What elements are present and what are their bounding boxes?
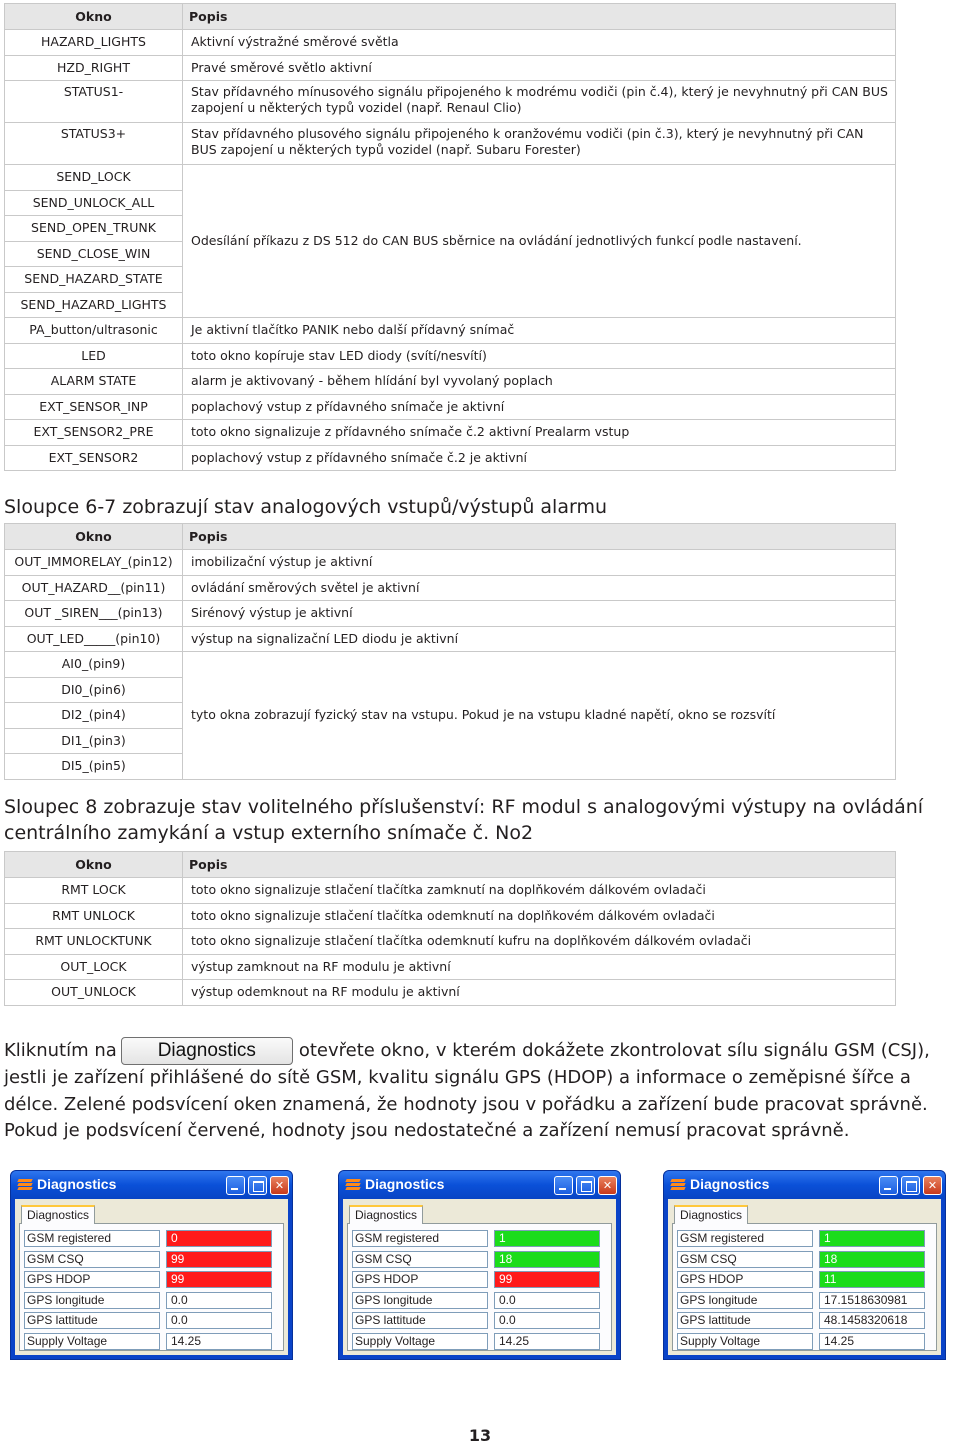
window-name: LED: [5, 343, 183, 369]
window-name: RMT LOCK: [5, 878, 183, 904]
diagnostic-label: Supply Voltage: [677, 1333, 813, 1350]
diagnostic-label: GSM CSQ: [677, 1251, 813, 1268]
diagnostics-window: [663, 1170, 946, 1360]
close-icon[interactable]: ✕: [923, 1176, 942, 1195]
diagnostic-row: [352, 1271, 602, 1288]
diagnostic-row: [677, 1292, 927, 1309]
page-number: 13: [468, 1426, 492, 1444]
window-description: poplachový vstup z přídavného snímače je aktivní: [183, 394, 896, 420]
maximize-icon[interactable]: [248, 1176, 267, 1195]
tab-diagnostics[interactable]: Diagnostics: [349, 1205, 423, 1224]
app-logo-icon: [18, 1179, 32, 1191]
window-title: Diagnostics: [690, 1176, 770, 1192]
diagnostic-row: [24, 1292, 274, 1309]
maximize-icon[interactable]: [901, 1176, 920, 1195]
diagnostics-window: [10, 1170, 293, 1360]
window-description: výstup zamknout na RF modulu je aktivní: [183, 954, 896, 980]
diagnostic-row: [24, 1251, 274, 1268]
column-header-okno: Okno: [5, 4, 183, 30]
table-row: [5, 601, 896, 627]
window-name: SEND_CLOSE_WIN: [5, 241, 183, 267]
table-row: [5, 980, 896, 1006]
window-body: [15, 1199, 288, 1355]
window-name: HZD_RIGHT: [5, 55, 183, 81]
column-header-popis: Popis: [183, 852, 896, 878]
diagnostic-label: GSM CSQ: [24, 1251, 160, 1268]
diagnostic-label: GPS HDOP: [677, 1271, 813, 1288]
table-row: [5, 903, 896, 929]
window-name: AI0_(pin9): [5, 652, 183, 678]
window-name: OUT _SIREN___(pin13): [5, 601, 183, 627]
diagnostic-label: Supply Voltage: [24, 1333, 160, 1350]
window-name: EXT_SENSOR2_PRE: [5, 420, 183, 446]
window-description: poplachový vstup z přídavného snímače č.2 je aktivní: [183, 445, 896, 471]
diagnostic-label: GPS lattitude: [677, 1312, 813, 1329]
table-row: [5, 954, 896, 980]
maximize-icon[interactable]: [576, 1176, 595, 1195]
column-header-popis: Popis: [183, 4, 896, 30]
app-logo-icon: [346, 1179, 360, 1191]
diagnostics-window: [338, 1170, 621, 1360]
diagnostic-value: 18: [494, 1251, 600, 1268]
window-name: SEND_HAZARD_STATE: [5, 267, 183, 293]
diagnostic-value: 18: [819, 1251, 925, 1268]
close-icon[interactable]: ✕: [598, 1176, 617, 1195]
diagnostic-row: [677, 1230, 927, 1247]
window-description: výstup na signalizační LED diodu je aktivní: [183, 626, 896, 652]
window-description: tyto okna zobrazují fyzický stav na vstupu. Pokud je na vstupu kladné napětí, okno se rozsvítí: [183, 652, 896, 780]
window-description: toto okno signalizuje stlačení tlačítka zamknutí na doplňkovém dálkovém ovladači: [183, 878, 896, 904]
table-row: [5, 30, 896, 56]
diagnostic-value: 14.25: [819, 1333, 925, 1350]
diagnostic-label: GPS lattitude: [352, 1312, 488, 1329]
diagnostic-value: 0: [166, 1230, 272, 1247]
window-title-bar[interactable]: [664, 1171, 945, 1199]
diagnostic-label: GPS HDOP: [24, 1271, 160, 1288]
window-description: toto okno signalizuje z přídavného snímače č.2 aktivní Prealarm vstup: [183, 420, 896, 446]
column-header-okno: Okno: [5, 524, 183, 550]
window-name: SEND_OPEN_TRUNK: [5, 216, 183, 242]
table-row: [5, 420, 896, 446]
tab-diagnostics[interactable]: Diagnostics: [21, 1205, 95, 1224]
window-name: OUT_LED_____(pin10): [5, 626, 183, 652]
diagnostic-row: [352, 1312, 602, 1329]
window-description: toto okno signalizuje stlačení tlačítka odemknutí na doplňkovém dálkovém ovladači: [183, 903, 896, 929]
window-name: RMT UNLOCKTUNK: [5, 929, 183, 955]
diagnostic-label: GSM registered: [24, 1230, 160, 1247]
diagnostic-value: 14.25: [166, 1333, 272, 1350]
diagnostic-value: 0.0: [494, 1292, 600, 1309]
window-name: STATUS1-: [5, 81, 183, 123]
paragraph-text-before: Kliknutím na: [4, 1040, 117, 1061]
diagnostic-value: 0.0: [494, 1312, 600, 1329]
table-row: [5, 343, 896, 369]
window-description: Odesílání příkazu z DS 512 do CAN BUS sběrnice na ovládání jednotlivých funkcí podle nastavení.: [183, 165, 896, 318]
diagnostic-row: [24, 1312, 274, 1329]
window-name: ALARM STATE: [5, 369, 183, 395]
window-description: Sirénový výstup je aktivní: [183, 601, 896, 627]
section-heading: Sloupce 6-7 zobrazují stav analogových vstupů/výstupů alarmu: [4, 496, 607, 518]
window-description: Je aktivní tlačítko PANIK nebo další přídavný snímač: [183, 318, 896, 344]
diagnostic-row: [677, 1333, 927, 1350]
diagnostic-row: [677, 1251, 927, 1268]
diagnostic-value: 99: [166, 1251, 272, 1268]
window-description: ovládání směrových světel je aktivní: [183, 575, 896, 601]
diagnostic-value: 1: [494, 1230, 600, 1247]
window-title-bar[interactable]: [339, 1171, 620, 1199]
app-logo-icon: [671, 1179, 685, 1191]
window-description: imobilizační výstup je aktivní: [183, 550, 896, 576]
diagnostic-value: 99: [494, 1271, 600, 1288]
diagnostic-value: 0.0: [166, 1292, 272, 1309]
window-description: Aktivní výstražné směrové světla: [183, 30, 896, 56]
table-row: [5, 123, 896, 165]
diagnostic-value: 0.0: [166, 1312, 272, 1329]
diagnostic-row: [24, 1271, 274, 1288]
window-name: DI5_(pin5): [5, 754, 183, 780]
table-row: [5, 81, 896, 123]
diagnostic-row: [24, 1230, 274, 1247]
window-title: Diagnostics: [37, 1176, 117, 1192]
diagnostic-label: GSM registered: [352, 1230, 488, 1247]
window-description: Stav přídavného mínusového signálu připojeného k modrému vodiči (pin č.4), který je nevyhnutný při CAN BUS zapojení u některých typů vozidel (např. Renaul Clio): [183, 81, 896, 123]
rf-module-table: [4, 851, 896, 1006]
window-name: DI1_(pin3): [5, 728, 183, 754]
table-row: [5, 652, 896, 678]
tab-diagnostics[interactable]: Diagnostics: [674, 1205, 748, 1224]
window-description: výstup odemknout na RF modulu je aktivní: [183, 980, 896, 1006]
minimize-icon[interactable]: [879, 1176, 898, 1195]
tab-panel: [347, 1223, 612, 1351]
window-title: Diagnostics: [365, 1176, 445, 1192]
window-name: EXT_SENSOR2: [5, 445, 183, 471]
diagnostic-row: [24, 1333, 274, 1350]
minimize-icon[interactable]: [554, 1176, 573, 1195]
diagnostic-value: 99: [166, 1271, 272, 1288]
window-description: alarm je aktivovaný - během hlídání byl vyvolaný poplach: [183, 369, 896, 395]
table-row: [5, 929, 896, 955]
tab-panel: [672, 1223, 937, 1351]
window-name: OUT_UNLOCK: [5, 980, 183, 1006]
diagnostic-value: 11: [819, 1271, 925, 1288]
window-name: SEND_LOCK: [5, 165, 183, 191]
diagnostic-row: [352, 1292, 602, 1309]
diagnostic-label: GPS longitude: [677, 1292, 813, 1309]
diagnostic-row: [677, 1271, 927, 1288]
window-title-bar[interactable]: [11, 1171, 292, 1199]
close-icon[interactable]: ✕: [270, 1176, 289, 1195]
window-name: HAZARD_LIGHTS: [5, 30, 183, 56]
window-name: SEND_HAZARD_LIGHTS: [5, 292, 183, 318]
tab-panel: [19, 1223, 284, 1351]
window-name: STATUS3+: [5, 123, 183, 165]
window-name: EXT_SENSOR_INP: [5, 394, 183, 420]
section-heading: Sloupec 8 zobrazuje stav volitelného příslušenství: RF modul s analogovými výstupy na ovládání centrálního zamykání a vstup externího snímače č. No2: [4, 796, 924, 844]
table-row: [5, 369, 896, 395]
diagnostic-label: GPS longitude: [24, 1292, 160, 1309]
diagnostic-value: 14.25: [494, 1333, 600, 1350]
window-description: toto okno kopíruje stav LED diody (svítí/nesvítí): [183, 343, 896, 369]
window-name: PA_button/ultrasonic: [5, 318, 183, 344]
table-row: [5, 445, 896, 471]
diagnostics-button[interactable]: Diagnostics: [121, 1037, 293, 1065]
diagnostic-label: Supply Voltage: [352, 1333, 488, 1350]
table-row: [5, 394, 896, 420]
table-row: [5, 165, 896, 191]
diagnostic-label: GSM CSQ: [352, 1251, 488, 1268]
table-row: [5, 626, 896, 652]
column-header-okno: Okno: [5, 852, 183, 878]
window-name: RMT UNLOCK: [5, 903, 183, 929]
diagnostic-value: 1: [819, 1230, 925, 1247]
column-header-popis: Popis: [183, 524, 896, 550]
window-name: OUT_IMMORELAY_(pin12): [5, 550, 183, 576]
window-description: Pravé směrové světlo aktivní: [183, 55, 896, 81]
window-name: OUT_LOCK: [5, 954, 183, 980]
diagnostic-label: GPS lattitude: [24, 1312, 160, 1329]
paragraph-text-after: otevřete okno, v kterém dokážete zkontrolovat sílu signálu GSM (CSJ), jestli je zařízení přihlášené do sítě GSM, kvalitu signálu GPS (HDOP) a informace o zeměpisné šířce a délce. Zelené podsvícení oken znamená, že hodnoty jsou v pořádku a zařízení bude pracovat správně. Pokud je podsvícení červené, hodnoty jsou nedostatečné a zařízení nemusí pracovat správně.: [4, 1040, 930, 1141]
minimize-icon[interactable]: [226, 1176, 245, 1195]
window-name: SEND_UNLOCK_ALL: [5, 190, 183, 216]
table-row: [5, 575, 896, 601]
diagnostic-label: GPS longitude: [352, 1292, 488, 1309]
window-name: OUT_HAZARD__(pin11): [5, 575, 183, 601]
diagnostic-row: [352, 1230, 602, 1247]
window-description: toto okno signalizuje stlačení tlačítka odemknutí kufru na doplňkovém dálkovém ovladači: [183, 929, 896, 955]
analog-io-table: [4, 523, 896, 780]
table-row: [5, 318, 896, 344]
diagnostic-label: GSM registered: [677, 1230, 813, 1247]
table-row: [5, 878, 896, 904]
instruction-paragraph: [4, 1037, 958, 1145]
window-name: DI0_(pin6): [5, 677, 183, 703]
diagnostic-row: [352, 1333, 602, 1350]
window-body: [668, 1199, 941, 1355]
table-row: [5, 55, 896, 81]
table-row: [5, 550, 896, 576]
window-body: [343, 1199, 616, 1355]
diagnostic-row: [352, 1251, 602, 1268]
diagnostic-label: GPS HDOP: [352, 1271, 488, 1288]
window-name: DI2_(pin4): [5, 703, 183, 729]
diagnostic-row: [677, 1312, 927, 1329]
diagnostic-value: 48.1458320618: [819, 1312, 925, 1329]
diagnostic-value: 17.1518630981: [819, 1292, 925, 1309]
window-description-table: [4, 3, 896, 471]
window-description: Stav přídavného plusového signálu připojeného k oranžovému vodiči (pin č.3), který je nevyhnutný při CAN BUS zapojení u některých typů vozidel (např. Subaru Forester): [183, 123, 896, 165]
